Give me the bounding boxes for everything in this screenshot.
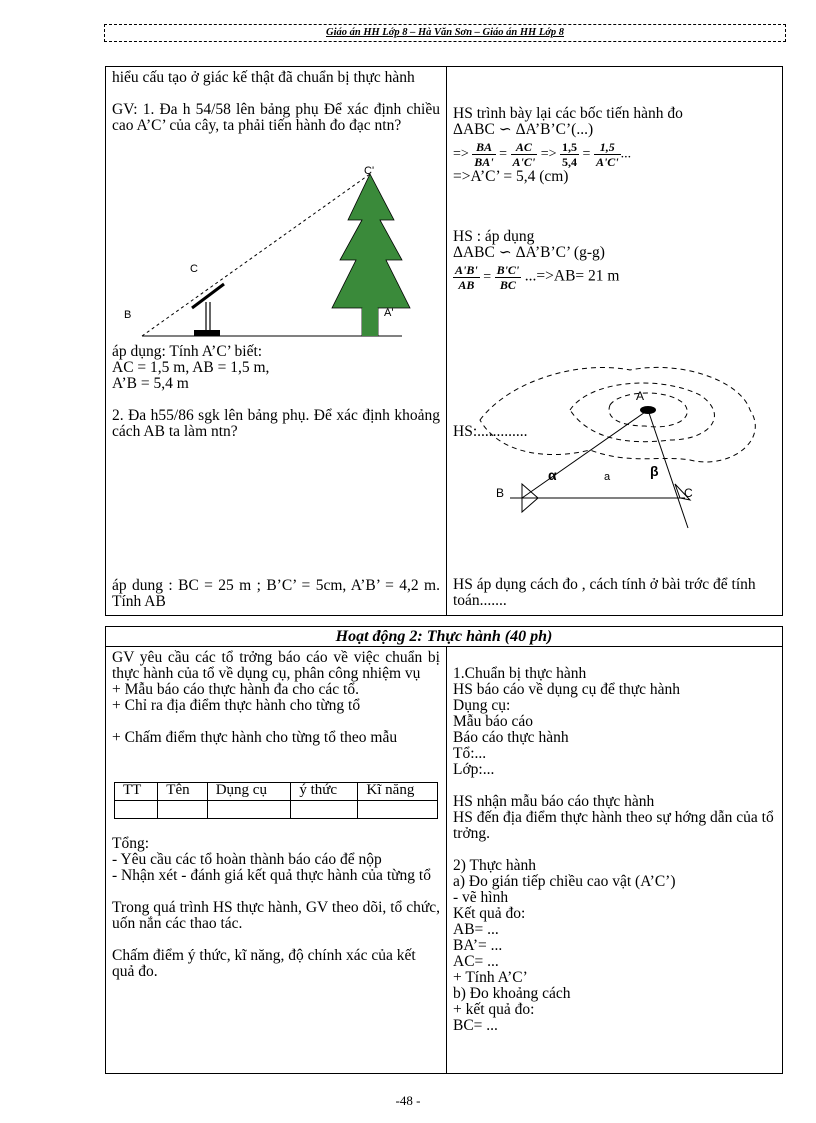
label-c: C [190,263,198,275]
right-cell-hs4: HS áp dụng cách đo , cách tính ở bài trớc để tính toán....... [453,576,756,609]
hs-line-2: HS : áp dụng [453,228,535,245]
right-cell-hs3: HS:............. [453,423,528,440]
result-1: =>A’C’ = 5,4 (cm) [453,168,569,185]
label-a-small: a [604,471,611,483]
label-c2: C [684,486,693,500]
right-cell-1 [453,106,775,292]
th-y-thuc: ý thức [291,783,358,801]
hs-line-1: HS trình bày lại các bốc tiến hành đo [453,105,683,122]
label-a: A [636,389,645,403]
th-ki-nang: Kĩ năng [358,783,438,801]
intro-text: hiểu cấu tạo ở giác kế thật đã chuẩn bị thực hành [112,69,415,86]
ratio-equation-2: $\frac{A'B'}{AB}$ = $\frac{B'C'}{BC}$ ...=>AB= 21 m [455,263,620,292]
similar-2: ΔABC ∽ ΔA’B’C’ (g-g) [453,244,605,261]
distance-figure [470,360,770,535]
question-2: 2. Đa h55/86 sgk lên bảng phụ. Để xác định khoảng cách AB ta làm ntn? [112,407,440,440]
ap-dung-2: áp dung : BC = 25 m ; B’C’ = 5cm, A’B’ = 4,2 m. Tính AB [112,577,440,610]
left-cell-1b: áp dụng: Tính A’C’ biết: AC = 1,5 m, AB = 1,5 m, A’B = 5,4 m 2. Đa h55/86 sgk lên bảng phụ. Để xác định khoảng cách AB ta làm ntn? [112,343,440,440]
th-ten: Tên [158,783,207,801]
label-b2: B [496,486,505,500]
left-cell-1 [112,70,440,134]
label-alpha: α [548,467,557,483]
similar-1: ΔABC ∽ ΔA’B’C’(...) [453,121,594,138]
activity-title: Hoạt động 2: Thực hành (40 ph) [335,628,553,645]
tree-figure [112,160,442,345]
left-cell-2b: Tổng: - Yêu cầu các tổ hoàn thành báo cáo để nộp - Nhận xét - đánh giá kết quả thực hành của từng tổ Trong quá trình HS thực hành, GV theo dõi, tổ chức, uốn nắn các thao tác. Chấm điểm ý thức, kĩ năng, độ chính xác của kết quả đo. [112,835,440,980]
gv-question-1: GV: 1. Đa h 54/58 lên bảng phụ Để xác định chiều cao A’C’ của cây, ta phải tiến hành đo đạc ntn? [112,101,440,134]
page-header: Giáo án HH Lớp 8 – Hà Văn Sơn – Giáo án HH Lớp 8 [104,24,786,42]
left-cell-2: GV yêu cầu các tổ trởng báo cáo về việc chuẩn bị thực hành của tổ về dụng cụ, phân công nhiệm vụ + Mẫu báo cáo thực hành đa cho các tổ. + Chỉ ra địa điểm thực hành cho từng tổ + Chấm điểm thực hành cho từng tổ theo mẫu [112,649,440,746]
label-b: B [124,309,132,321]
th-dung-cu: Dụng cụ [207,783,291,801]
ratio-equation-1: => $\frac{BA}{BA'}$ = $\frac{AC}{A'C'}$ => $\frac{1,5}{5,4}$ = $\frac{1,5}{A'C'}$ ... [453,140,632,169]
label-a-prime: A' [384,307,394,319]
score-table [114,782,438,819]
label-beta: β [650,463,659,479]
label-c-prime: C' [364,165,375,177]
page-number: -48 - [395,1093,421,1108]
th-tt: TT [115,783,158,801]
left-cell-1c [112,578,440,610]
right-cell-2: 1.Chuẩn bị thực hành HS báo cáo về dụng cụ để thực hành Dụng cụ: Mẫu báo cáo Báo cáo thực hành Tổ:... Lớp:... HS nhận mẫu báo cáo thực hành HS đến địa điểm thực hành theo sự hớng dẫn của tổ trởng. 2) Thực hành a) Đo gián tiếp chiều cao vật (A’C’) - vẽ hình Kết quả đo: AB= ... BA’= ... AC= ... + Tính A’C’ b) Đo khoảng cách + kết quả đo: BC= ... [453,665,774,1034]
